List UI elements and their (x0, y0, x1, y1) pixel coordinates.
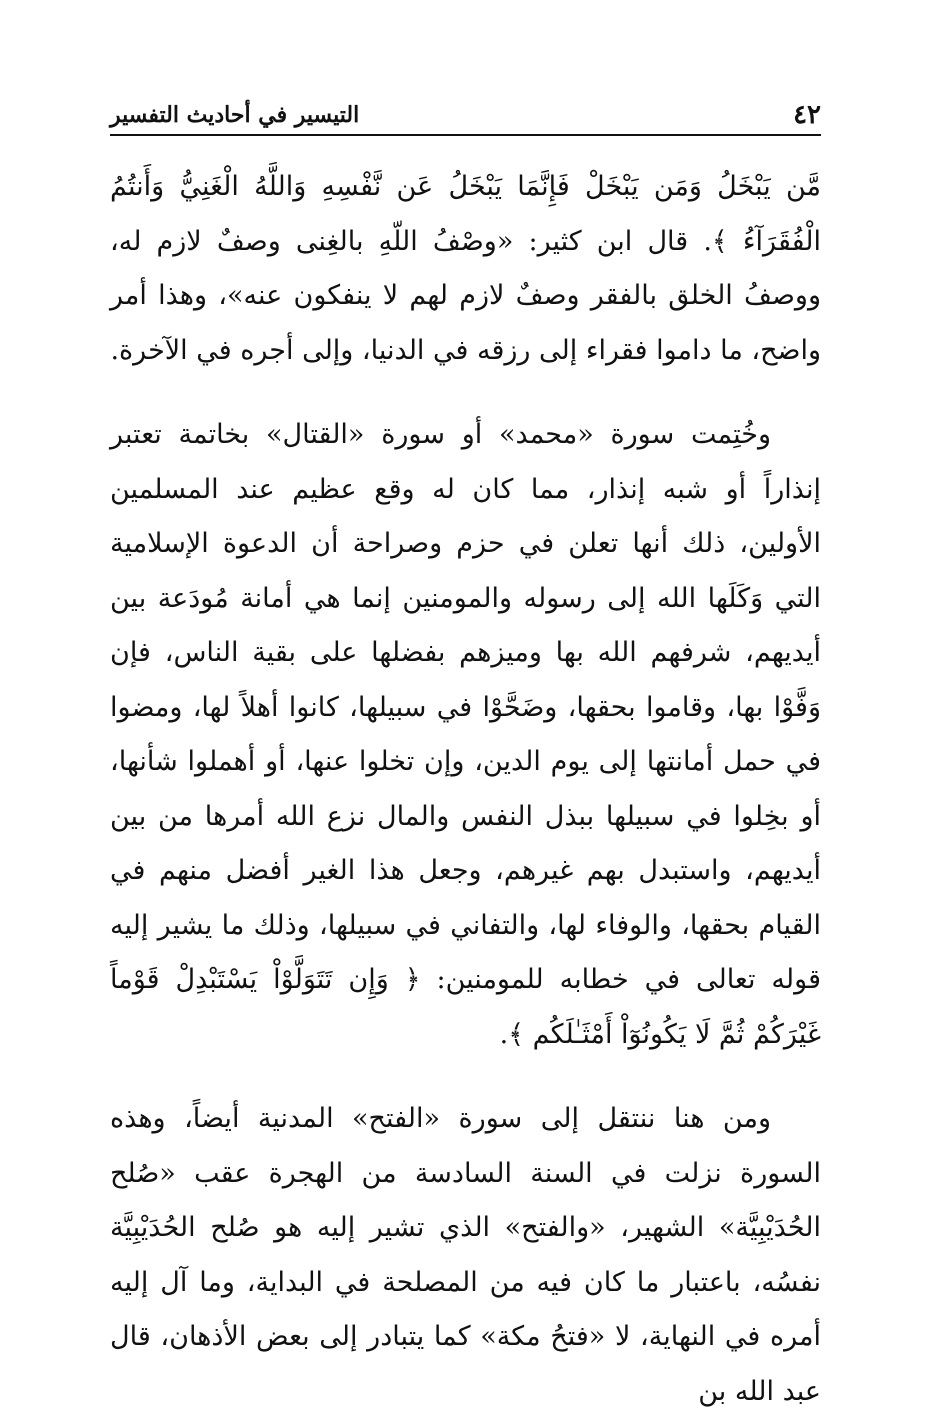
running-header (110, 96, 821, 136)
paragraph-surah-al-fath: ومن هنا ننتقل إلى سورة «الفتح» المدنية أيضاً، وهذه السورة نزلت في السنة السادسة من الهجرة عقب «صُلح الحُدَيْبِيَّة» الشهير، «والفتح» الذي تشير إليه هو صُلح الحُدَيْبِيَّة نفسُه، باعتبار ما كان فيه من المصلحة في البداية، وما آل إليه أمره في النهاية، لا «فتحُ مكة» كما يتبادر إلى بعض الأذهان، قال عبد الله بن (110, 1103, 821, 1407)
book-title: التيسير في أحاديث التفسير (110, 102, 360, 128)
body-text (110, 160, 821, 1419)
paragraph-quran-verse-continuation: مَّن يَبْخَلُ وَمَن يَبْخَلْ فَإِنَّمَا يَبْخَلُ عَن نَّفْسِهِ وَاللَّهُ الْغَنِيُّ وَأَنتُمُ الْفُقَرَآءُ ﴾. قال ابن كثير: «وصْفُ اللّهِ بالغِنى وصفٌ لازم له، ووصفُ الخلق بالفقر وصفٌ لازم لهم لا ينفكون عنه»، وهذا أمر واضح، ما داموا فقراء إلى رزقه في الدنيا، وإلى أجره في الآخرة. (110, 171, 821, 366)
page-number: ٤٢ (793, 100, 821, 130)
paragraph-surah-muhammad-ending: وخُتِمت سورة «محمد» أو سورة «القتال» بخاتمة تعتبر إنذاراً أو شبه إنذار، مما كان له وقع عظيم عند المسلمين الأولين، ذلك أنها تعلن في حزم وصراحة أن الدعوة الإسلامية التي وَكَلَها الله إلى رسوله والمومنين إنما هي أمانة مُودَعة بين أيديهم، شرفهم الله بها وميزهم بفضلها على بقية الناس، فإن وَفَّوْا بها، وقاموا بحقها، وضَحَّوْا في سبيلها، كانوا أهلاً لها، ومضوا في حمل أمانتها إلى يوم الدين، وإن تخلوا عنها، أو أهملوا شأنها، أو بخِلوا في سبيلها ببذل النفس والمال نزع الله أمرها من بين أيديهم، واستبدل بهم غيرهم، وجعل هذا الغير أفضل منهم في القيام بحقها، والوفاء لها، والتفاني في سبيلها، وذلك ما يشير إليه قوله تعالى في خطابه للمومنين: ﴿ وَإِن تَتَوَلَّوْاْ يَسْتَبْدِلْ قَوْماً غَيْرَكُمْ ثُمَّ لَا يَكُونُوٓاْ أَمْثَـٰلَكُم ﴾. (110, 419, 821, 1050)
